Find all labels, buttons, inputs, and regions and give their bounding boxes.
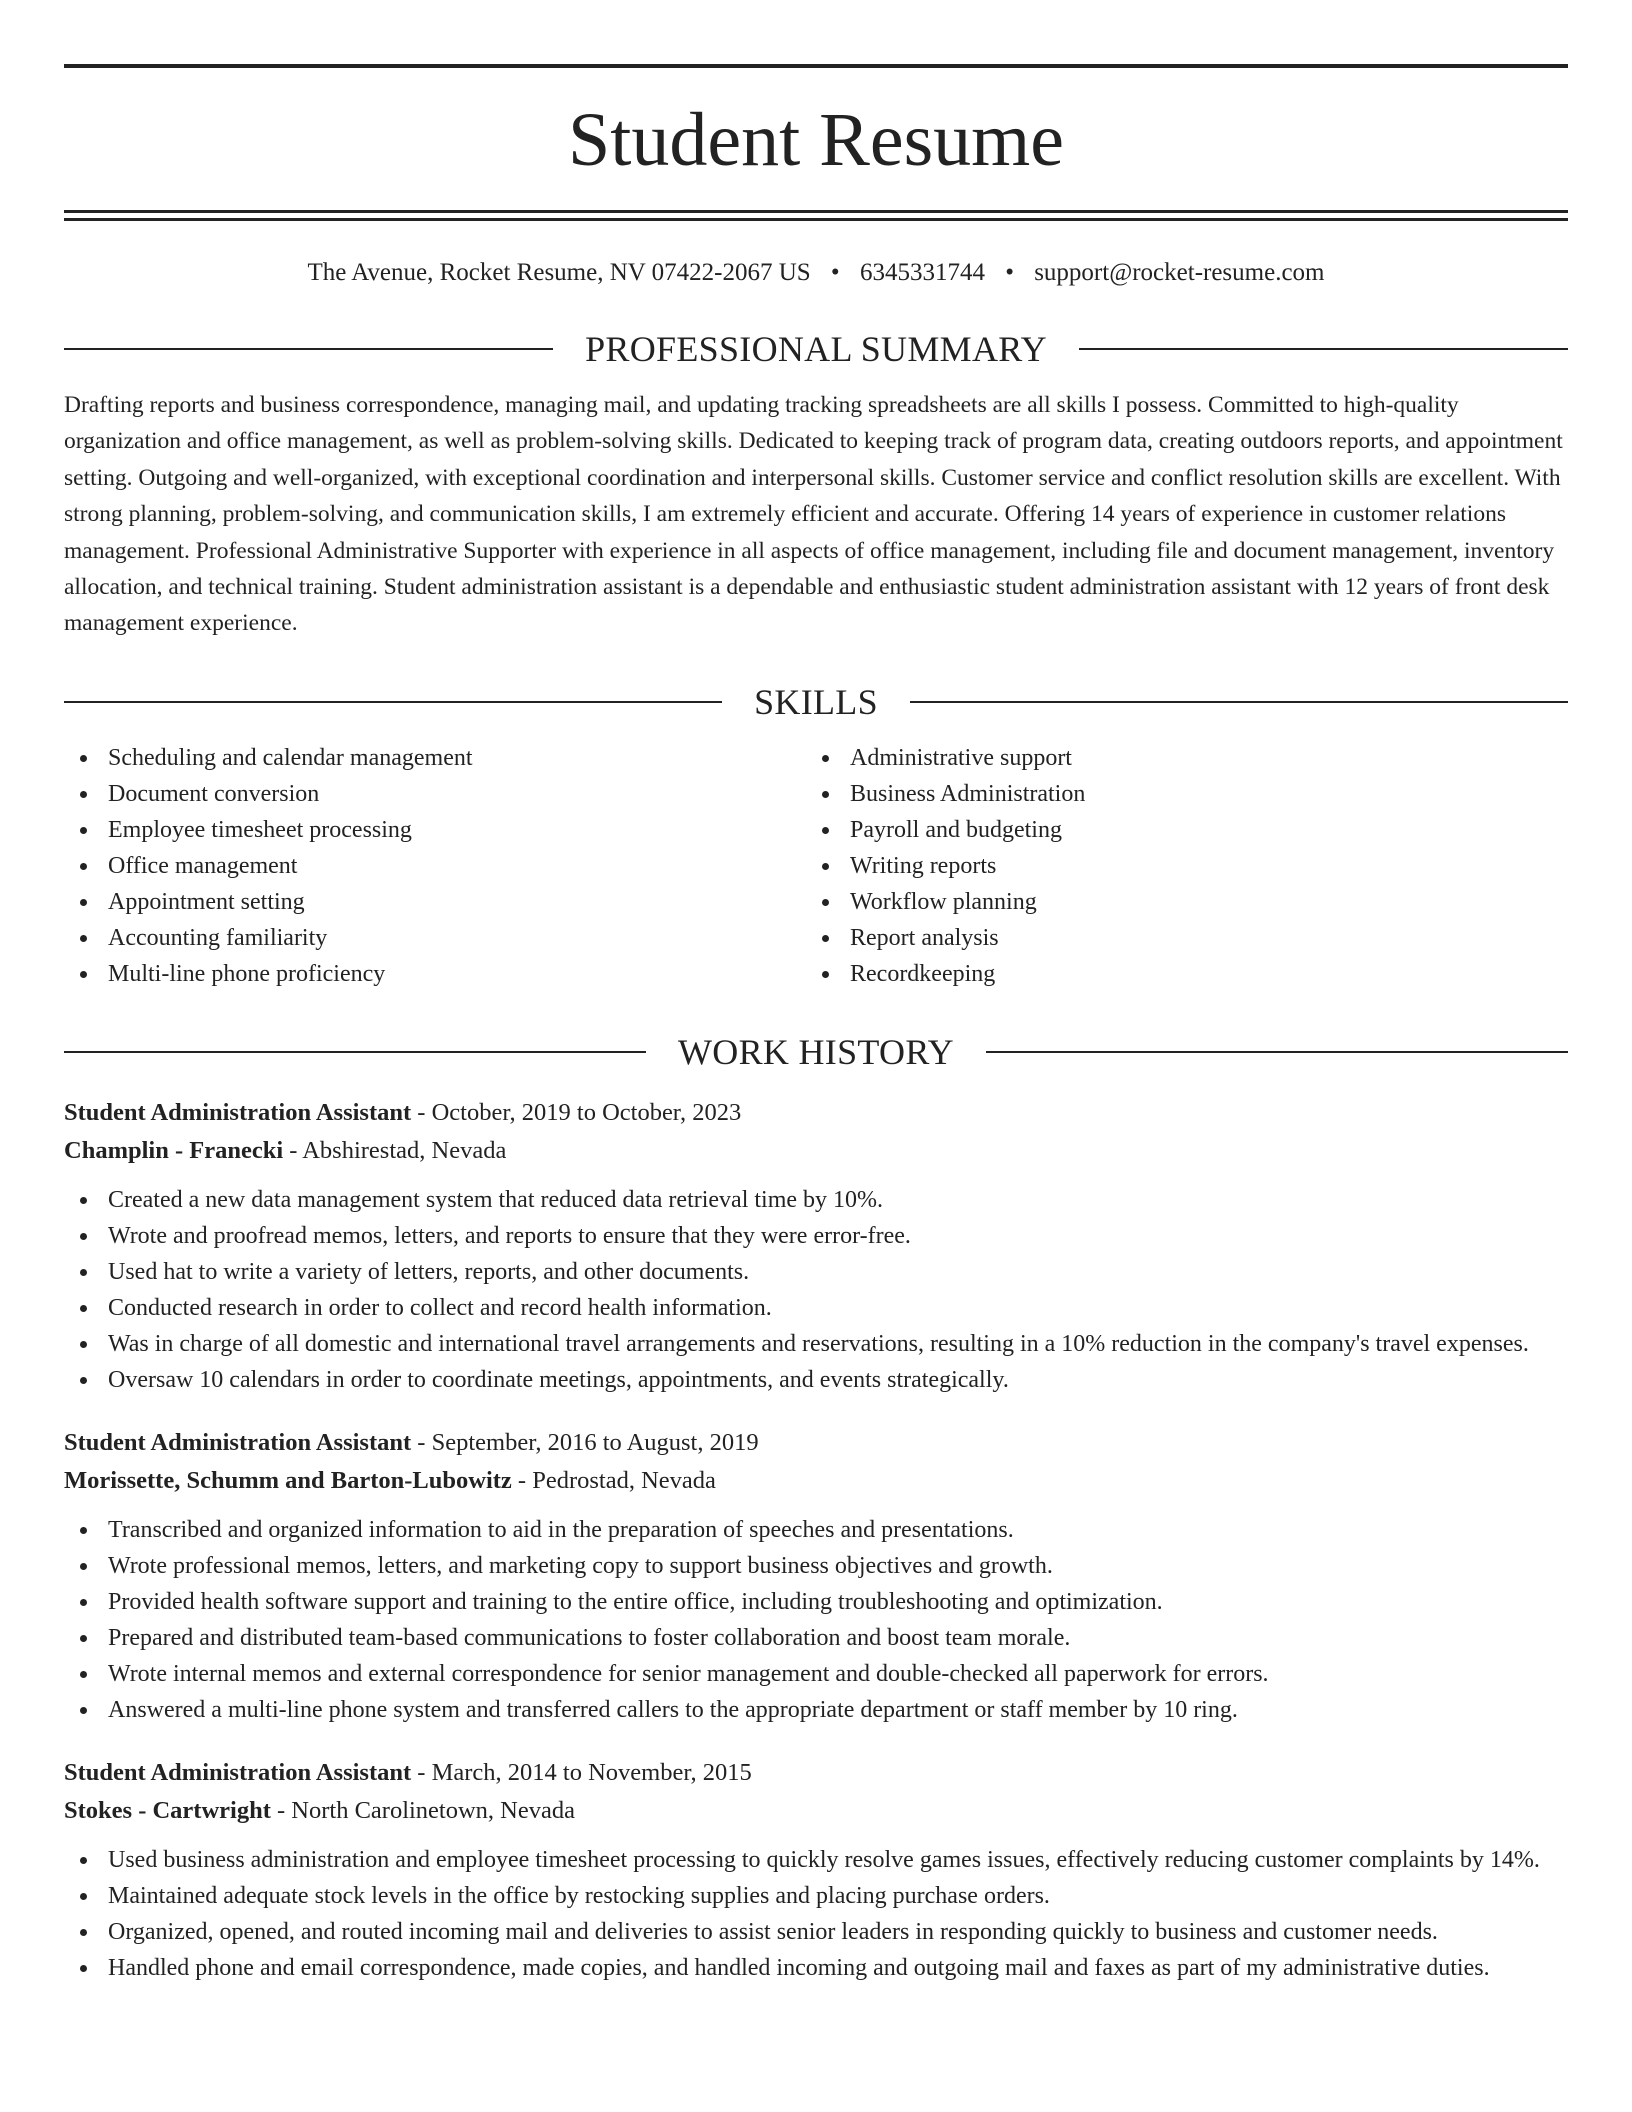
skill-item: Accounting familiarity <box>64 920 806 956</box>
job-bullet: Handled phone and email correspondence, made copies, and handled incoming and outgoing mail and faxes as part of my administrative duties. <box>64 1950 1568 1986</box>
summary-heading <box>64 329 1568 369</box>
job-bullet: Used business administration and employee timesheet processing to quickly resolve games issues, effectively reducing customer complaints by 14%. <box>64 1842 1568 1878</box>
job-title: Student Administration Assistant <box>64 1098 412 1126</box>
top-rule <box>64 64 1568 68</box>
job-location: - North Carolinetown, Nevada <box>270 1796 575 1824</box>
skill-item: Administrative support <box>806 740 1548 776</box>
job-bullets <box>64 1512 1568 1728</box>
job-dates: - September, 2016 to August, 2019 <box>411 1428 759 1456</box>
heading-rule-right <box>910 701 1568 703</box>
job-entry <box>64 1754 1568 1986</box>
job-bullet: Prepared and distributed team-based communications to foster collaboration and boost team morale. <box>64 1620 1568 1656</box>
job-company: Stokes - Cartwright <box>64 1796 271 1824</box>
skill-item: Business Administration <box>806 776 1548 812</box>
heading-rule-right <box>1079 348 1568 350</box>
skill-item: Employee timesheet processing <box>64 812 806 848</box>
contact-email: support@rocket-resume.com <box>1034 259 1325 286</box>
skills-columns <box>64 740 1568 992</box>
job-company: Champlin - Franecki <box>64 1136 284 1164</box>
contact-phone: 6345331744 <box>859 259 985 286</box>
work-history-list <box>64 1094 1568 1986</box>
contact-address: The Avenue, Rocket Resume, NV 07422-2067 US <box>307 259 811 286</box>
work-heading-label: WORK HISTORY <box>678 1031 954 1072</box>
job-bullet: Organized, opened, and routed incoming mail and deliveries to assist senior leaders in responding quickly to business and customer needs. <box>64 1914 1568 1950</box>
job-company-line <box>64 1792 1568 1830</box>
job-title-line <box>64 1754 1568 1792</box>
skill-item: Office management <box>64 848 806 884</box>
heading-rule-left <box>64 348 553 350</box>
job-company-line <box>64 1462 1568 1500</box>
job-bullet: Wrote internal memos and external correspondence for senior management and double-checked all paperwork for errors. <box>64 1656 1568 1692</box>
job-bullet: Answered a multi-line phone system and transferred callers to the appropriate department or staff member by 10 ring. <box>64 1692 1568 1728</box>
job-entry <box>64 1424 1568 1728</box>
summary-heading-label: PROFESSIONAL SUMMARY <box>585 329 1047 369</box>
contact-separator: • <box>830 259 840 286</box>
resume-title: Student Resume <box>567 98 1065 182</box>
job-title-line <box>64 1424 1568 1462</box>
heading-rule-left <box>64 1051 646 1053</box>
job-bullet: Maintained adequate stock levels in the office by restocking supplies and placing purchase orders. <box>64 1878 1568 1914</box>
job-bullet: Created a new data management system that reduced data retrieval time by 10%. <box>64 1182 1568 1218</box>
summary-text: Drafting reports and business correspondence, managing mail, and updating tracking spreadsheets are all skills I possess. Committed to high-quality organization and office management, as well as problem-solving skills. Dedicated to keeping track of program data, creating outdoors reports, and appointment setting. Outgoing and well-organized, with exceptional coordination and interpersonal skills. Customer service and conflict resolution skills are excellent. With strong planning, problem-solving, and communication skills, I am extremely efficient and accurate. Offering 14 years of experience in customer relations management. Professional Administrative Supporter with experience in all aspects of office management, including file and document management, inventory allocation, and technical training. Student administration assistant is a dependable and enthusiastic student administration assistant with 12 years of front desk management experience. <box>64 392 1563 637</box>
skill-item: Document conversion <box>64 776 806 812</box>
job-bullet: Was in charge of all domestic and international travel arrangements and reservations, resulting in a 10% reduction in the company's travel expenses. <box>64 1326 1568 1362</box>
job-company-line <box>64 1132 1568 1170</box>
job-bullet: Wrote and proofread memos, letters, and reports to ensure that they were error-free. <box>64 1218 1568 1254</box>
job-bullet: Wrote professional memos, letters, and marketing copy to support business objectives and growth. <box>64 1548 1568 1584</box>
job-bullet: Provided health software support and training to the entire office, including troubleshooting and optimization. <box>64 1584 1568 1620</box>
skill-item: Scheduling and calendar management <box>64 740 806 776</box>
job-location: - Pedrostad, Nevada <box>511 1466 716 1494</box>
skill-item: Appointment setting <box>64 884 806 920</box>
skills-list-left <box>64 740 806 992</box>
job-company: Morissette, Schumm and Barton-Lubowitz <box>64 1466 512 1494</box>
job-dates: - October, 2019 to October, 2023 <box>411 1098 742 1126</box>
heading-rule-left <box>64 701 722 703</box>
job-bullets <box>64 1842 1568 1986</box>
job-location: - Abshirestad, Nevada <box>283 1136 507 1164</box>
skill-item: Recordkeeping <box>806 956 1548 992</box>
skills-heading-label: SKILLS <box>754 681 878 722</box>
skill-item: Multi-line phone proficiency <box>64 956 806 992</box>
job-dates: - March, 2014 to November, 2015 <box>411 1758 752 1786</box>
job-bullet: Transcribed and organized information to aid in the preparation of speeches and presentations. <box>64 1512 1568 1548</box>
skill-item: Payroll and budgeting <box>806 812 1548 848</box>
job-title: Student Administration Assistant <box>64 1758 412 1786</box>
job-bullet: Used hat to write a variety of letters, reports, and other documents. <box>64 1254 1568 1290</box>
work-heading <box>64 1032 1568 1072</box>
job-title-line <box>64 1094 1568 1132</box>
title-double-rule <box>64 210 1568 221</box>
skill-item: Writing reports <box>806 848 1548 884</box>
skills-list-right <box>806 740 1548 992</box>
skill-item: Report analysis <box>806 920 1548 956</box>
job-bullet: Conducted research in order to collect and record health information. <box>64 1290 1568 1326</box>
job-entry <box>64 1094 1568 1398</box>
contact-separator: • <box>1005 259 1014 286</box>
contact-line <box>64 257 1568 289</box>
job-bullets <box>64 1182 1568 1398</box>
skills-heading <box>64 682 1568 722</box>
heading-rule-right <box>986 1051 1568 1053</box>
job-bullet: Oversaw 10 calendars in order to coordinate meetings, appointments, and events strategically. <box>64 1362 1568 1398</box>
job-title: Student Administration Assistant <box>64 1428 412 1456</box>
skill-item: Workflow planning <box>806 884 1548 920</box>
resume-page <box>64 64 1568 1986</box>
